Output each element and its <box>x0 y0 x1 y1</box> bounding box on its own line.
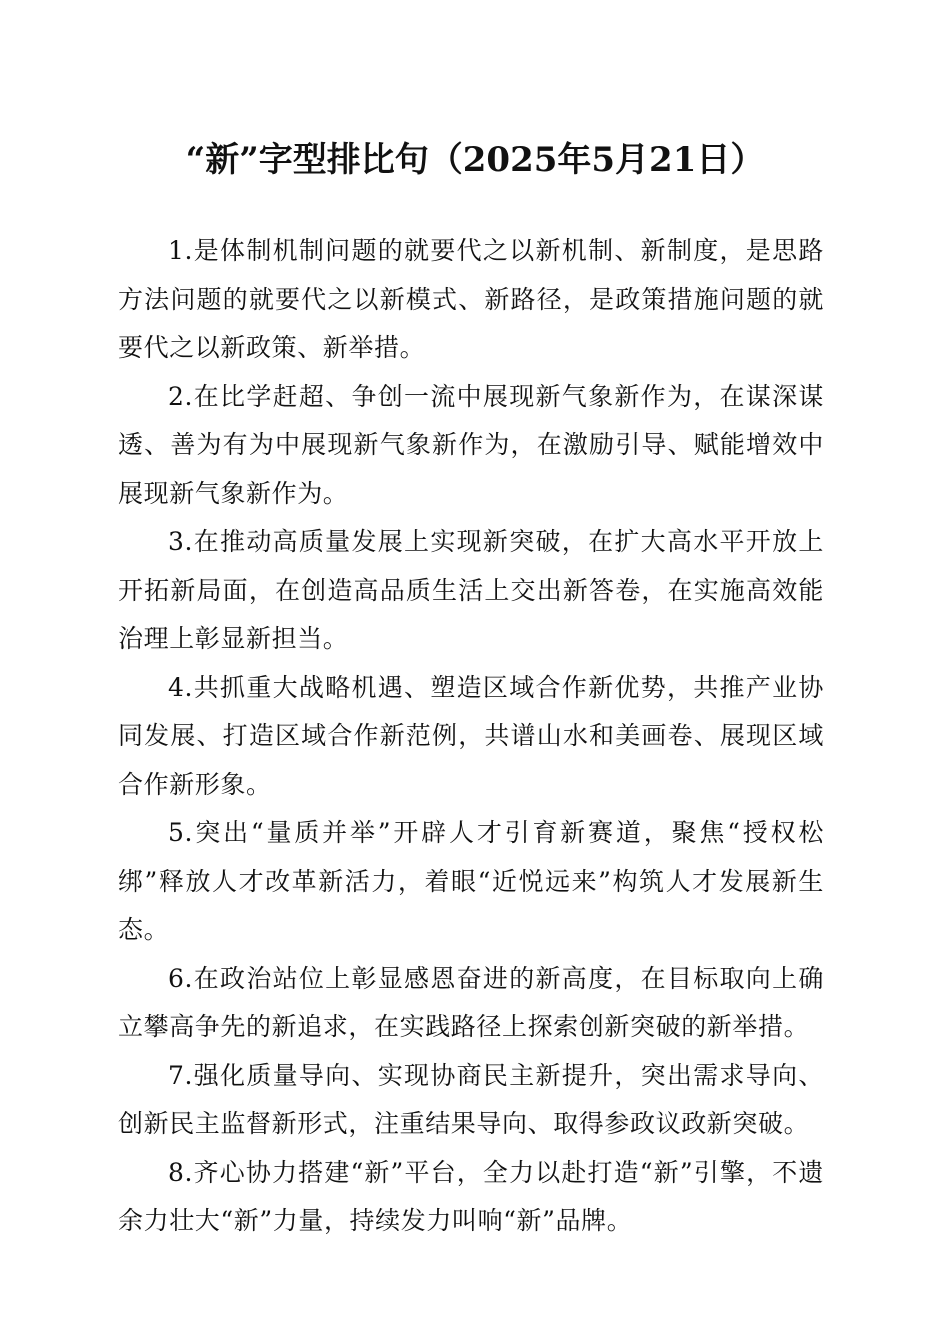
paragraph-6: 6.在政治站位上彰显感恩奋进的新高度，在目标取向上确立攀高争先的新追求，在实践路径上探索创新突破的新举措。 <box>118 963 824 1041</box>
paragraph-7: 7.强化质量导向、实现协商民主新提升，突出需求导向、创新民主监督新形式，注重结果导向、取得参政议政新突破。 <box>118 1060 824 1138</box>
paragraph-1: 1.是体制机制问题的就要代之以新机制、新制度，是思路方法问题的就要代之以新模式、新路径，是政策措施问题的就要代之以新政策、新举措。 <box>118 236 824 362</box>
document-body <box>118 227 824 1246</box>
paragraph-5: 5.突出“量质并举”开辟人才引育新赛道，聚焦“授权松绑”释放人才改革新活力，着眼“近悦远来”构筑人才发展新生态。 <box>118 818 824 944</box>
document-title: “新”字型排比句（2025年5月21日） <box>185 140 765 180</box>
paragraph-3: 3.在推动高质量发展上实现新突破，在扩大高水平开放上开拓新局面，在创造高品质生活上交出新答卷，在实施高效能治理上彰显新担当。 <box>118 527 824 653</box>
paragraph-4: 4.共抓重大战略机遇、塑造区域合作新优势，共推产业协同发展、打造区域合作新范例，共谱山水和美画卷、展现区域合作新形象。 <box>118 672 824 799</box>
paragraph-8: 8.齐心协力搭建“新”平台，全力以赴打造“新”引擎，不遗余力壮大“新”力量，持续发力叫响“新”品牌。 <box>118 1157 824 1235</box>
paragraph-2: 2.在比学赶超、争创一流中展现新气象新作为，在谋深谋透、善为有为中展现新气象新作为，在激励引导、赋能增效中展现新气象新作为。 <box>118 381 824 508</box>
